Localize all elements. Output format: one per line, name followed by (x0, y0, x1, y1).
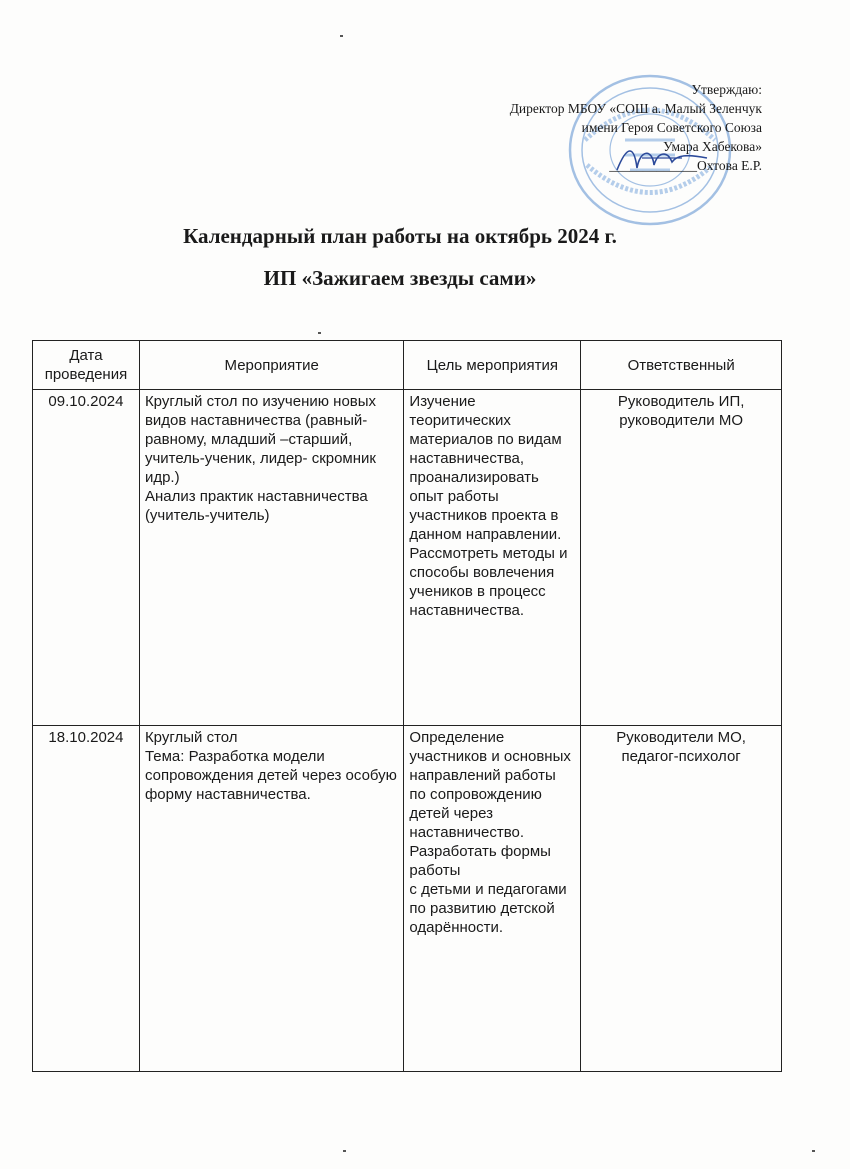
table-header-row (33, 341, 782, 390)
approval-line-director: Директор МБОУ «СОШ а. Малый Зеленчук (509, 101, 762, 116)
page-title: Календарный план работы на октябрь 2024 г. (183, 224, 617, 248)
scan-speck (340, 35, 343, 37)
page-subtitle: ИП «Зажигаем звезды сами» (263, 266, 537, 290)
cell-responsible: Руководитель ИП, руководители МО (581, 390, 782, 726)
scan-speck (343, 1150, 346, 1152)
scan-speck (318, 332, 321, 334)
header-responsible: Ответственный (581, 341, 782, 390)
cell-goal: Изучение теоритических материалов по видам наставничества, проанализировать опыт работы участников проекта в данном направлении. Рассмотреть методы и способы вовлечения учеников в процесс наставничества. (404, 390, 581, 726)
plan-table (32, 340, 782, 1072)
cell-date: 09.10.2024 (33, 390, 140, 726)
table-row (33, 726, 782, 1072)
header-goal: Цель мероприятия (404, 341, 581, 390)
table-row (33, 390, 782, 726)
cell-goal: Определение участников и основных направлений работы по сопровождению детей через наставничество. Разработать формы работы с детьми и педагогами по развитию детской одарённости. (404, 726, 581, 1072)
cell-responsible: Руководители МО, педагог-психолог (581, 726, 782, 1072)
approval-line-hero: имени Героя Советского Союза (581, 120, 762, 135)
approval-line-signature: _____________Охтова Е.Р. (609, 158, 762, 173)
cell-event: Круглый стол Тема: Разработка модели сопровождения детей через особую форму наставничества. (139, 726, 403, 1072)
cell-date: 18.10.2024 (33, 726, 140, 1072)
scan-speck (812, 1150, 815, 1152)
cell-event: Круглый стол по изучению новых видов наставничества (равный- равному, младший –старший, учитель-ученик, лидер- скромник идр.) Анализ практик наставничества (учитель-учитель) (139, 390, 403, 726)
approval-line-name: Умара Хабекова» (663, 139, 762, 154)
approval-block (432, 80, 762, 175)
header-date: Дата проведения (33, 341, 140, 390)
header-event: Мероприятие (139, 341, 403, 390)
approval-line-approve: Утверждаю: (691, 82, 762, 97)
